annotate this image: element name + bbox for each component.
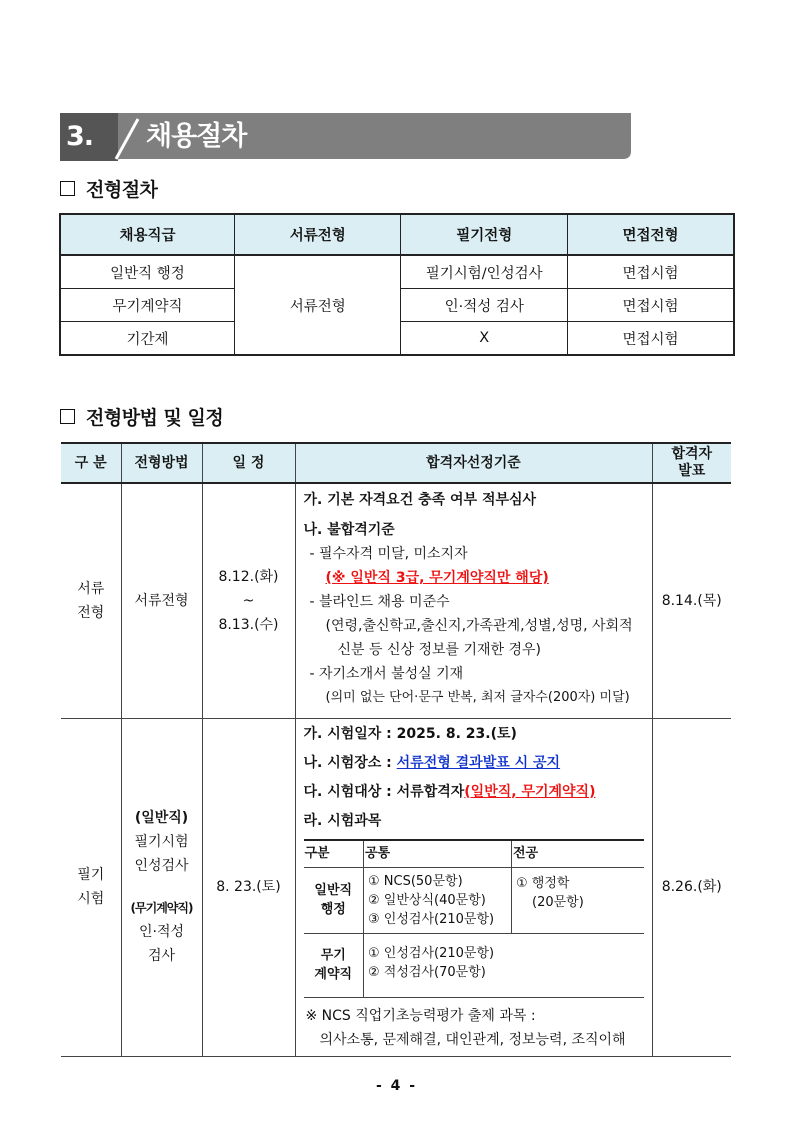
header-cell: 구분 — [304, 840, 364, 868]
written-cell: X — [401, 322, 568, 356]
header-cell: 공통 — [364, 840, 512, 868]
criteria-line: - 필수자격 미달, 미소지자 — [309, 546, 468, 562]
method-cell — [121, 718, 202, 1056]
criteria-line: 신분 등 신상 정보를 기재한 경우) — [337, 642, 542, 658]
section-number: 3. — [66, 121, 94, 152]
subject-header-row — [304, 840, 644, 868]
criteria-line: (의미 없는 단어·문구 반복, 최저 글자수(200자) 미달) — [325, 690, 630, 705]
header-announce-line2: 발표 — [678, 463, 706, 479]
category-line: 전형 — [77, 604, 105, 621]
row-label-line: 일반직 — [314, 883, 353, 898]
procedure-table — [59, 213, 735, 356]
method-line: (무기계약직) — [130, 901, 193, 915]
subject-row-label — [304, 867, 364, 933]
subject-line: ② 일반상식(40문항) — [368, 892, 486, 908]
interview-cell: 면접시험 — [567, 289, 734, 322]
major-subjects — [512, 867, 644, 933]
category-line: 서류 — [77, 580, 105, 597]
subject-line: (20문항) — [532, 894, 584, 910]
page-number: - 4 - — [375, 1078, 418, 1094]
subject-line: ③ 인성검사(210문항) — [368, 911, 495, 927]
date-line: 8.12.(화) — [218, 568, 279, 585]
criteria-note-red: (※ 일반직 3급, 무기계약직만 해당) — [325, 570, 549, 586]
grade-cell: 기간제 — [60, 322, 234, 356]
header-cell: 서류전형 — [234, 214, 401, 255]
date-line: ~ — [242, 592, 255, 609]
table-row — [304, 867, 644, 933]
criteria-cell — [295, 483, 652, 718]
grade-cell: 무기계약직 — [60, 289, 234, 322]
subject-line: ① 인성검사(210문항) — [368, 945, 495, 961]
header-announce-line1: 합격자 — [671, 446, 713, 462]
method-cell: 서류전형 — [121, 483, 202, 718]
square-bullet-icon — [60, 409, 75, 424]
method-line: 인·적성 — [138, 924, 185, 940]
subject-table — [304, 839, 644, 998]
document-merged-cell: 서류전형 — [234, 255, 401, 355]
criteria-line: - 블라인드 채용 미준수 — [309, 594, 450, 610]
schedule-header-row — [61, 443, 731, 483]
header-cell: 전형방법 — [121, 443, 202, 483]
subhead-schedule-label: 전형방법 및 일정 — [86, 407, 224, 429]
written-cell: 인·적성 검사 — [401, 289, 568, 322]
header-cell — [652, 443, 731, 483]
interview-cell: 면접시험 — [567, 255, 734, 289]
method-line: 검사 — [147, 948, 176, 964]
criteria-line: 나. 불합격기준 — [303, 522, 395, 538]
subhead-schedule — [60, 403, 223, 430]
header-cell: 채용직급 — [60, 214, 234, 255]
schedule-table — [61, 442, 731, 1057]
header-cell: 합격자선정기준 — [295, 443, 652, 483]
header-cell: 일 정 — [202, 443, 295, 483]
criteria-label: 다. 시험대상 : 서류합격자 — [303, 783, 465, 800]
criteria-value: 2025. 8. 23.(토) — [396, 725, 517, 742]
announce-cell: 8.14.(목) — [652, 483, 731, 718]
method-line: 인성검사 — [134, 858, 189, 874]
category-line: 시험 — [77, 891, 105, 907]
criteria-line — [304, 751, 646, 775]
common-subjects — [364, 867, 512, 933]
section-banner — [60, 113, 631, 161]
criteria-note-line: 의사소통, 문제해결, 대인관계, 정보능력, 조직이해 — [319, 1031, 626, 1048]
criteria-line: 라. 시험과목 — [303, 812, 382, 829]
header-cell: 면접전형 — [567, 214, 734, 255]
criteria-line: 가. 기본 자격요건 충족 여부 적부심사 — [303, 492, 537, 508]
announce-cell: 8.26.(화) — [652, 718, 731, 1056]
category-cell — [61, 718, 121, 1056]
grade-cell: 일반직 행정 — [60, 255, 234, 289]
criteria-value-blue: 서류전형 결과발표 시 공지 — [396, 754, 561, 771]
interview-cell: 면접시험 — [567, 322, 734, 356]
header-cell: 필기전형 — [401, 214, 568, 255]
header-cell: 구 분 — [61, 443, 121, 483]
method-line: 필기시험 — [134, 834, 189, 850]
square-bullet-icon — [60, 181, 75, 196]
subject-line: ① NCS(50문항) — [368, 873, 463, 889]
criteria-line — [304, 780, 646, 804]
subhead-procedure — [60, 175, 157, 202]
row-label-line: 계약직 — [314, 967, 353, 982]
date-cell — [202, 483, 295, 718]
date-line: 8.13.(수) — [218, 616, 279, 633]
criteria-cell — [295, 718, 652, 1056]
date-cell: 8. 23.(토) — [202, 718, 295, 1056]
subhead-procedure-label: 전형절차 — [86, 179, 158, 201]
criteria-line: (연령,출신학교,출신지,가족관계,성별,성명, 사회적 — [325, 618, 633, 634]
criteria-line: - 자기소개서 불성실 기재 — [309, 666, 464, 682]
criteria-label: 가. 시험일자 : — [303, 725, 397, 742]
subject-row-label — [304, 933, 364, 997]
category-cell — [61, 483, 121, 718]
table-row — [61, 483, 731, 718]
category-line: 필기 — [77, 867, 105, 883]
table-row — [60, 255, 734, 289]
subject-line: ① 행정학 — [516, 875, 570, 891]
criteria-line — [304, 722, 646, 746]
criteria-note-line: ※ NCS 직업기초능력평가 출제 과목 : — [305, 1007, 536, 1024]
method-line: (일반직) — [134, 810, 189, 826]
common-subjects — [364, 933, 644, 997]
header-cell: 전공 — [512, 840, 644, 868]
table-row — [61, 718, 731, 1056]
written-cell: 필기시험/인성검사 — [401, 255, 568, 289]
row-label-line: 무기 — [320, 948, 346, 963]
table-row — [304, 933, 644, 997]
criteria-value-red: (일반직, 무기계약직) — [464, 783, 596, 800]
subject-line: ② 적성검사(70문항) — [368, 964, 486, 980]
section-title: 채용절차 — [146, 121, 247, 152]
criteria-label: 나. 시험장소 : — [303, 754, 397, 771]
row-label-line: 행정 — [320, 902, 346, 917]
procedure-header-row — [60, 214, 734, 255]
